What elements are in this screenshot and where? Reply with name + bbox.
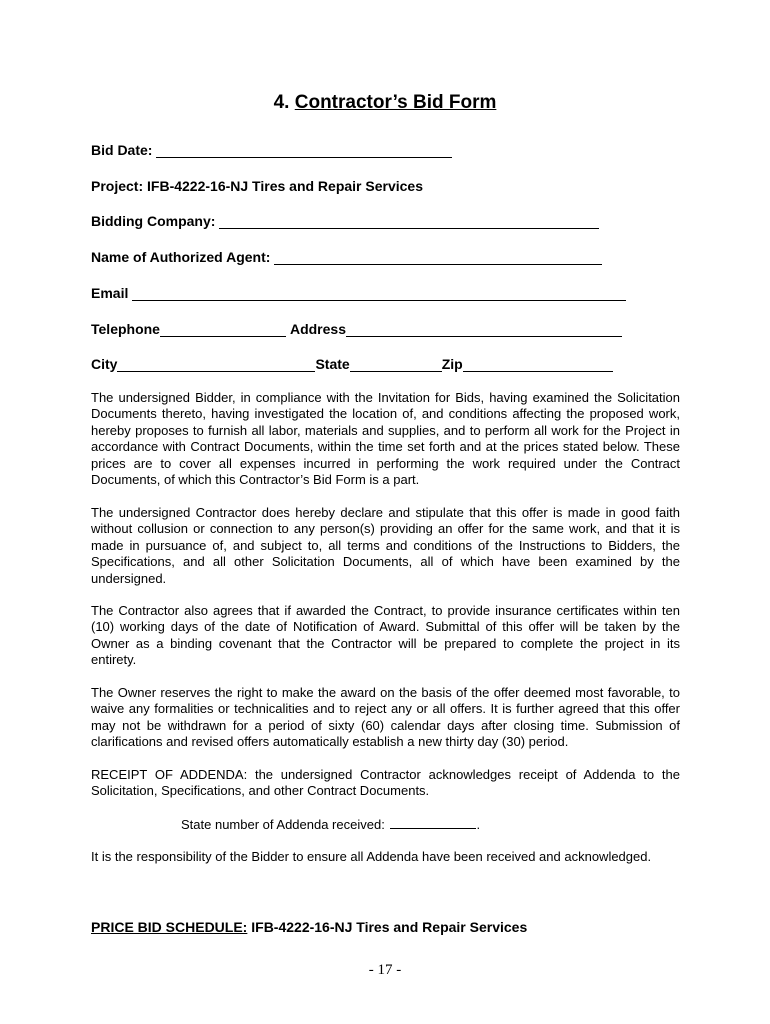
addenda-count-field[interactable] [390,817,476,829]
city-field[interactable] [117,359,315,372]
email-row [91,285,626,301]
bid-date-row [91,142,452,158]
authorized-agent-label: Name of Authorized Agent: [91,249,271,265]
paragraph-2: The undersigned Contractor does hereby declare and stipulate that this offer is made in good faith without collusion or connection to any person(s) providing an offer for the same work, and that it is made in pursuance of, and subject to, all terms and conditions of the Instructions to Bidders, the Specifications, and all other Solicitation Documents, all of which have been examined by the undersigned. [91,505,680,586]
addenda-row [181,817,480,832]
price-bid-schedule-heading [91,919,527,935]
state-label: State [315,356,350,372]
paragraph-receipt-of-addenda: RECEIPT OF ADDENDA: the undersigned Contractor acknowledges receipt of Addenda to the Solicitation, Specifications, and other Contract Documents. [91,767,680,799]
city-state-zip-row [91,356,613,372]
telephone-label: Telephone [91,321,160,337]
state-field[interactable] [350,359,442,372]
title-number: 4. [273,92,290,113]
paragraph-3: The Contractor also agrees that if awarded the Contract, to provide insurance certificates within ten (10) working days of the date of Notification of Award. Submittal of this offer will be taken by the Owner as a binding covenant that the Contractor will be prepared to complete the project in its entirety. [91,603,680,668]
title-text: Contractor’s Bid Form [294,92,497,113]
bid-date-label: Bid Date: [91,142,153,158]
city-label: City [91,356,118,372]
telephone-address-row [91,321,622,337]
paragraph-4: The Owner reserves the right to make the award on the basis of the offer deemed most favorable, to waive any formalities or technicalities and to reject any or all offers. It is further agreed that this offer may not be withdrawn for a period of sixty (60) calendar days after closing time. Submission of clarifications and revised offers automatically establish a new thirty day (30) period. [91,685,680,750]
bidding-company-field[interactable] [219,216,599,229]
telephone-field[interactable] [160,324,286,337]
project-label: Project: IFB-4222-16-NJ Tires and Repair Services [91,178,424,194]
bid-date-field[interactable] [156,145,452,158]
page-title [0,92,770,114]
addenda-label: State number of Addenda received: [181,817,385,832]
zip-label: Zip [441,356,463,372]
schedule-label: PRICE BID SCHEDULE: [91,919,248,935]
zip-field[interactable] [463,359,613,372]
bidding-company-label: Bidding Company: [91,213,216,229]
paragraph-1: The undersigned Bidder, in compliance with the Invitation for Bids, having examined the Solicitation Documents thereto, having investigated the location of, and conditions affecting the proposed work, hereby proposes to furnish all labor, materials and supplies, and to perform all work for the Project in accordance with Contract Documents, within the time set forth and at the prices stated below. These prices are to cover all expenses incurred in performing the work required under the Contract Documents, of which this Contractor’s Bid Form is a part. [91,390,680,488]
email-field[interactable] [132,288,626,301]
project-row [91,178,423,194]
email-label: Email [91,285,129,301]
responsibility-text: It is the responsibility of the Bidder to ensure all Addenda have been received and acknowledged. [91,849,652,864]
page-number: - 17 - [368,962,402,978]
authorized-agent-field[interactable] [274,252,602,265]
addenda-period: . [476,817,481,832]
schedule-text: IFB-4222-16-NJ Tires and Repair Services [251,919,528,935]
address-field[interactable] [346,324,622,337]
address-label: Address [289,321,346,337]
bidding-company-row [91,213,599,229]
authorized-agent-row [91,249,602,265]
